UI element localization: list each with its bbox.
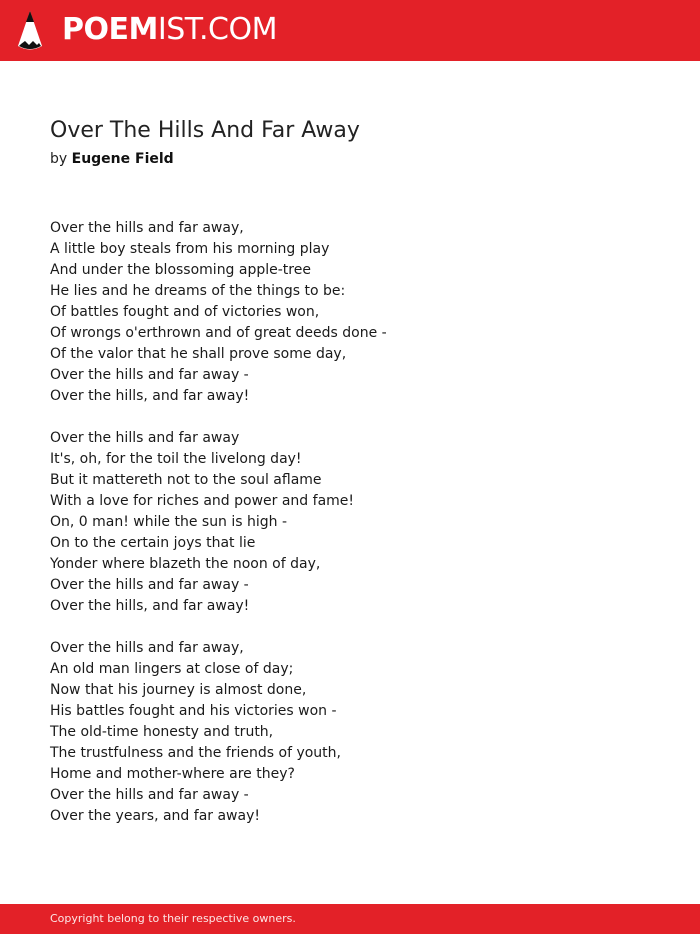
- poem-line: With a love for riches and power and fame!: [50, 493, 355, 509]
- poem-stanza: [50, 428, 650, 617]
- poem-line: And under the blossoming apple-tree: [50, 262, 311, 278]
- logo-light-text: IST.COM: [157, 12, 277, 47]
- poem-line: His battles fought and his victories won -: [50, 703, 337, 719]
- copyright-notice: Copyright belong to their respective owners.: [50, 912, 296, 925]
- poem-line: Over the hills and far away,: [50, 220, 244, 236]
- poem-title: Over The Hills And Far Away: [50, 118, 360, 143]
- poem-line: Over the hills and far away -: [50, 367, 249, 383]
- poem-line: Yonder where blazeth the noon of day,: [50, 556, 321, 572]
- by-prefix: by: [50, 151, 68, 167]
- poem-line: Over the hills, and far away!: [50, 598, 250, 614]
- poem-line: Of the valor that he shall prove some day,: [50, 346, 347, 362]
- site-header: [0, 0, 700, 61]
- poem-stanza: [50, 638, 650, 827]
- poem-body: [50, 218, 650, 848]
- poem-line: Over the hills and far away,: [50, 640, 244, 656]
- poem-line: But it mattereth not to the soul aflame: [50, 472, 322, 488]
- poem-line: It's, oh, for the toil the livelong day!: [50, 451, 302, 467]
- poem-line: The trustfulness and the friends of youth,: [50, 745, 341, 761]
- poem-line: On to the certain joys that lie: [50, 535, 256, 551]
- poem-line: The old-time honesty and truth,: [50, 724, 274, 740]
- poem-line: Over the hills and far away: [50, 430, 240, 446]
- poem-line: He lies and he dreams of the things to be:: [50, 283, 346, 299]
- author-name: Eugene Field: [71, 151, 174, 167]
- pencil-icon[interactable]: [17, 10, 43, 51]
- site-footer: [0, 904, 700, 934]
- poem-line: Over the hills and far away -: [50, 577, 249, 593]
- poem-line: Over the years, and far away!: [50, 808, 260, 824]
- poem-line: A little boy steals from his morning play: [50, 241, 330, 257]
- poem-line: Over the hills, and far away!: [50, 388, 250, 404]
- poem-line: An old man lingers at close of day;: [50, 661, 294, 677]
- poem-line: Home and mother-where are they?: [50, 766, 295, 782]
- byline: [50, 149, 174, 169]
- poem-line: Of wrongs o'erthrown and of great deeds done -: [50, 325, 387, 341]
- site-logo[interactable]: [62, 11, 277, 49]
- poem-line: Now that his journey is almost done,: [50, 682, 307, 698]
- poem-stanza: [50, 218, 650, 407]
- poem-line: On, 0 man! while the sun is high -: [50, 514, 288, 530]
- poem-line: Of battles fought and of victories won,: [50, 304, 320, 320]
- poem-line: Over the hills and far away -: [50, 787, 249, 803]
- logo-bold-text: POEM: [62, 12, 158, 47]
